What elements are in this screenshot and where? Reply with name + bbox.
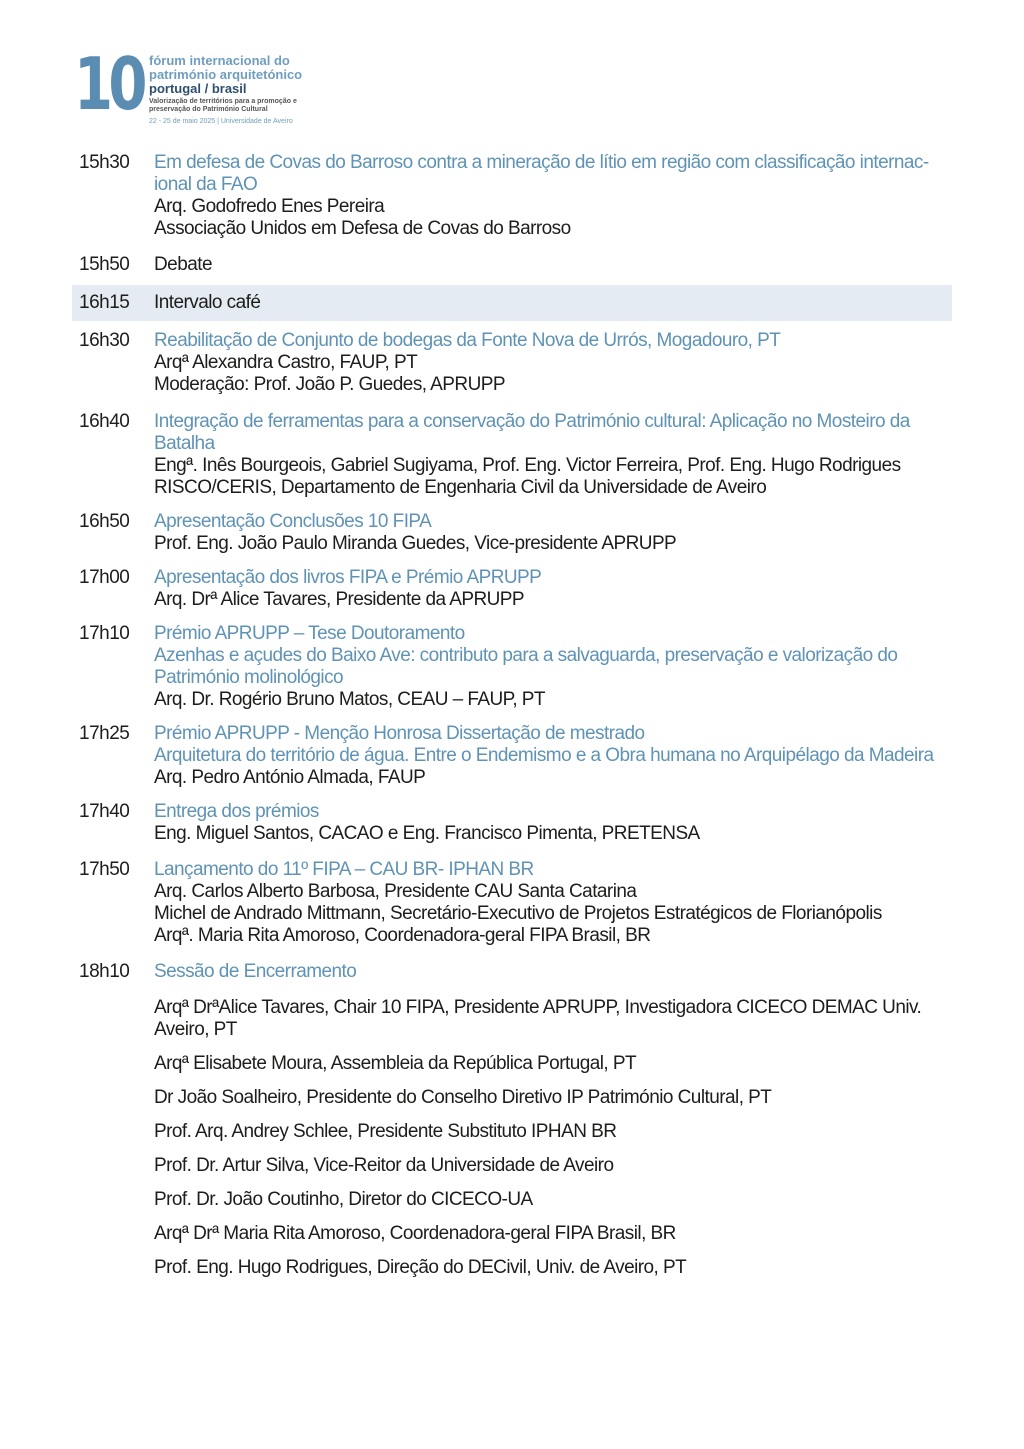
agenda-title: Em defesa de Covas do Barroso contra a mineração de lítio em região com classificação internac- [154,152,929,173]
agenda-details [154,292,952,314]
agenda-speaker: Arqª Alexandra Castro, FAUP, PT [154,352,418,373]
agenda-title: ional da FAO [154,174,258,195]
agenda-time: 16h40 [79,411,130,432]
agenda-title: Lançamento do 11º FIPA – CAU BR- IPHAN BR [154,859,534,880]
agenda-time: 16h15 [79,292,130,313]
closing-speaker: Prof. Dr. João Coutinho, Diretor do CICECO-UA [154,1189,533,1210]
agenda-time: 17h40 [79,801,130,822]
agenda-speaker: Prof. Eng. João Paulo Miranda Guedes, Vice-presidente APRUPP [154,533,677,554]
agenda-item [72,152,952,240]
agenda-speaker: Arq. Godofredo Enes Pereira [154,196,385,217]
agenda-time: 17h00 [79,567,130,588]
agenda-details [154,511,952,555]
agenda-speaker: Associação Unidos em Defesa de Covas do Barroso [154,218,571,239]
agenda-item [72,623,952,711]
agenda-item [72,801,952,845]
closing-speaker: Prof. Dr. Artur Silva, Vice-Reitor da Universidade de Aveiro [154,1155,614,1176]
agenda-title: Integração de ferramentas para a conservação do Património cultural: Aplicação no Mosteiro da [154,411,910,432]
agenda-item [72,330,952,396]
agenda-speaker: RISCO/CERIS, Departamento de Engenharia Civil da Universidade de Aveiro [154,477,767,498]
logo-line-2: património arquitetónico [149,67,303,82]
event-logo [72,42,332,138]
agenda-details [154,411,952,499]
agenda-details [154,859,952,947]
agenda-title: Apresentação dos livros FIPA e Prémio APRUPP [154,567,542,588]
agenda-title: Prémio APRUPP - Menção Honrosa Dissertação de mestrado [154,723,645,744]
agenda-speaker: Arq. Pedro António Almada, FAUP [154,767,426,788]
agenda-details [154,567,952,611]
agenda-item [72,411,952,499]
closing-speaker: Arqª Drª Maria Rita Amoroso, Coordenadora-geral FIPA Brasil, BR [154,1223,676,1244]
agenda-item [72,285,952,321]
agenda-details [154,801,952,845]
agenda-item [72,961,952,1279]
agenda-time: 17h25 [79,723,130,744]
agenda-time: 15h50 [79,254,130,275]
agenda-label: Debate [154,254,212,275]
closing-speaker: Dr João Soalheiro, Presidente do Conselho Diretivo IP Património Cultural, PT [154,1087,772,1108]
agenda-title: Batalha [154,433,215,454]
agenda-title: Prémio APRUPP – Tese Doutoramento [154,623,465,644]
agenda-time: 18h10 [79,961,130,982]
agenda-speaker: Arq. Carlos Alberto Barbosa, Presidente CAU Santa Catarina [154,881,637,902]
agenda-item [72,511,952,555]
agenda-speaker: Michel de Andrado Mittmann, Secretário-Executivo de Projetos Estratégicos de Florianópolis [154,903,882,924]
agenda-item [72,567,952,611]
agenda-item [72,723,952,789]
closing-speaker: Prof. Eng. Hugo Rodrigues, Direção do DECivil, Univ. de Aveiro, PT [154,1257,687,1278]
agenda-title: Reabilitação de Conjunto de bodegas da Fonte Nova de Urrós, Mogadouro, PT [154,330,781,351]
agenda-speaker: Moderação: Prof. João P. Guedes, APRUPP [154,374,506,395]
agenda-speaker: Arqª. Maria Rita Amoroso, Coordenadora-geral FIPA Brasil, BR [154,925,651,946]
agenda-details [154,723,952,789]
logo-dates: 22 - 25 de maio 2025 | Universidade de Aveiro [149,118,293,125]
agenda-item [72,254,952,276]
agenda-title: Sessão de Encerramento [154,961,357,982]
agenda-time: 15h30 [79,152,130,173]
agenda-time: 16h30 [79,330,130,351]
logo-tagline: Valorização de territórios para a promoção e preservação do Património Cultural [149,98,297,113]
agenda-details [154,623,952,711]
agenda-list [72,152,952,1279]
agenda-time: 16h50 [79,511,130,532]
agenda-speaker: Arq. Dr. Rogério Bruno Matos, CEAU – FAUP, PT [154,689,545,710]
agenda-time: 17h10 [79,623,130,644]
agenda-title: Apresentação Conclusões 10 FIPA [154,511,432,532]
agenda-details [154,330,952,396]
logo-text [149,54,339,126]
closing-speaker: Arqª Elisabete Moura, Assembleia da República Portugal, PT [154,1053,637,1074]
closing-speaker: Arqª DrªAlice Tavares, Chair 10 FIPA, Presidente APRUPP, Investigadora CICECO DEMAC Univ. Aveiro, PT [154,997,922,1040]
agenda-title: Património molinológico [154,667,344,688]
logo-line-1: fórum internacional do [149,53,290,68]
agenda-speaker: Eng. Miguel Santos, CACAO e Eng. Francisco Pimenta, PRETENSA [154,823,700,844]
agenda-time: 17h50 [79,859,130,880]
agenda-item [72,859,952,947]
agenda-details [154,254,952,276]
closing-speaker: Prof. Arq. Andrey Schlee, Presidente Substituto IPHAN BR [154,1121,617,1142]
agenda-details [154,961,952,1279]
agenda-label: Intervalo café [154,292,261,313]
agenda-details [154,152,952,240]
logo-line-3: portugal / brasil [149,81,247,96]
agenda-speaker: Arq. Drª Alice Tavares, Presidente da APRUPP [154,589,525,610]
agenda-title: Entrega dos prémios [154,801,319,822]
agenda-title: Arquitetura do território de água. Entre o Endemismo e a Obra humana no Arquipélago da Madeira [154,745,934,766]
logo-number: 10 [74,42,143,126]
agenda-title: Azenhas e açudes do Baixo Ave: contributo para a salvaguarda, preservação e valorização do [154,645,898,666]
agenda-speaker: Engª. Inês Bourgeois, Gabriel Sugiyama, Prof. Eng. Victor Ferreira, Prof. Eng. Hugo Rodrigues [154,455,901,476]
